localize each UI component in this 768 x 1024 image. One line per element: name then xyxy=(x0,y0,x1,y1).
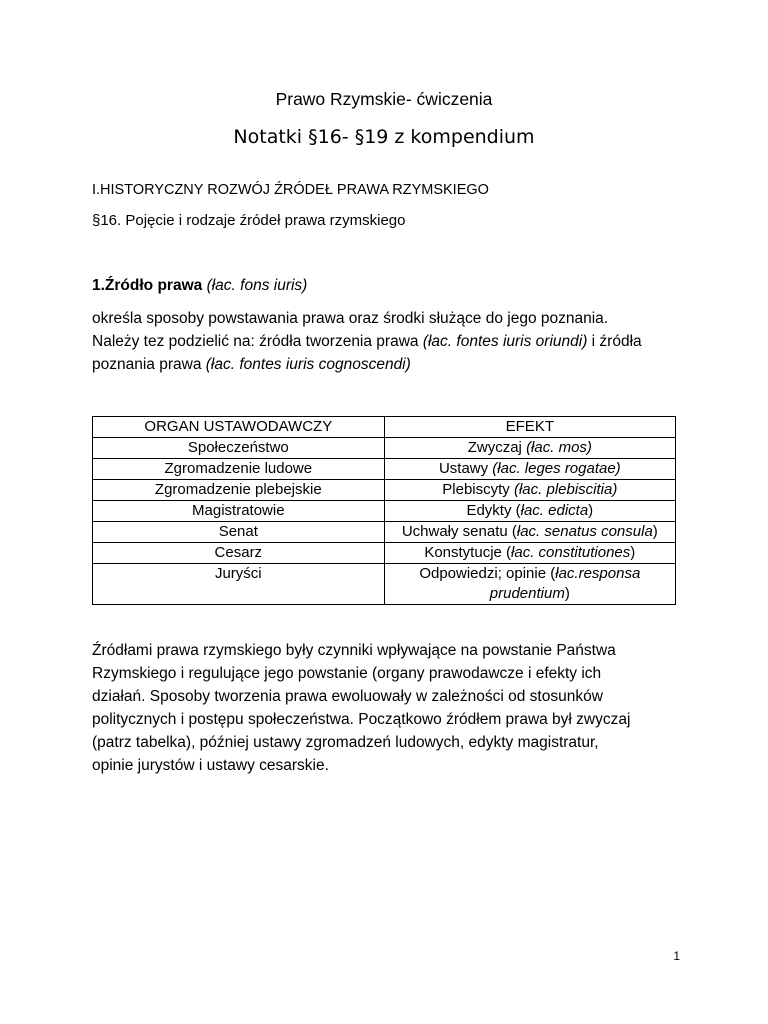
paragraph-line xyxy=(92,353,692,376)
paragraph-line: określa sposoby powstawania prawa oraz środki służące do jego poznania. xyxy=(92,310,609,327)
effect-cell xyxy=(384,543,675,564)
effect-cell xyxy=(384,564,675,605)
effect-latin: (łac. mos) xyxy=(526,439,592,456)
effect-text: Odpowiedzi; opinie ( xyxy=(419,565,556,582)
effect-cell xyxy=(384,501,675,522)
table-row xyxy=(93,438,676,459)
sources-of-law-table xyxy=(92,416,676,605)
effect-latin: (łac. plebiscitia) xyxy=(513,481,618,498)
table-header-row xyxy=(93,417,676,438)
effect-tail: ) xyxy=(564,585,570,602)
table-row xyxy=(93,564,676,605)
text-run: Należy tez podzielić na: źródła tworzenia prawa xyxy=(92,333,423,350)
section-heading: I.HISTORYCZNY ROZWÓJ ŹRÓDEŁ PRAWA RZYMSKIEGO xyxy=(92,182,489,198)
term-latin: (łac. fons iuris) xyxy=(206,277,308,294)
table-row xyxy=(93,459,676,480)
table-row xyxy=(93,543,676,564)
latin-term: (łac. fontes iuris cognoscendi) xyxy=(205,356,411,373)
effect-text: Ustawy xyxy=(438,460,493,477)
effect-tail: ) xyxy=(588,502,594,519)
organ-cell: Senat xyxy=(93,522,385,543)
effect-latin: łac.responsa prudentium xyxy=(489,565,641,602)
effect-cell xyxy=(384,438,675,459)
effect-latin: łac. constitutiones xyxy=(511,544,631,561)
column-header-organ: ORGAN USTAWODAWCZY xyxy=(93,417,385,438)
summary-paragraph xyxy=(92,639,692,777)
effect-cell xyxy=(384,459,675,480)
table-row xyxy=(93,522,676,543)
organ-cell: Zgromadzenie plebejskie xyxy=(93,480,385,501)
paragraph-line: Rzymskiego i regulujące jego powstanie (organy prawodawcze i efekty ich xyxy=(92,665,602,682)
document-subtitle: Notatki §16- §19 z kompendium xyxy=(233,126,535,148)
paragraph-line xyxy=(92,330,692,353)
effect-cell xyxy=(384,480,675,501)
organ-cell: Cesarz xyxy=(93,543,385,564)
paragraph-line: politycznych i postępu społeczeństwa. Początkowo źródłem prawa był zwyczaj xyxy=(92,711,631,728)
table-row xyxy=(93,480,676,501)
effect-cell xyxy=(384,522,675,543)
column-header-effect: EFEKT xyxy=(384,417,675,438)
effect-latin: łac. edicta xyxy=(520,502,589,519)
text-run: i źródła xyxy=(587,333,642,350)
effect-tail: ) xyxy=(652,523,658,540)
organ-cell: Magistratowie xyxy=(93,501,385,522)
effect-latin: (łac. leges rogatae) xyxy=(492,460,621,477)
effect-tail: ) xyxy=(630,544,636,561)
effect-text: Zwyczaj xyxy=(467,439,527,456)
subsection-heading: §16. Pojęcie i rodzaje źródeł prawa rzymskiego xyxy=(92,212,406,229)
effect-latin: łac. senatus consula xyxy=(516,523,653,540)
effect-text: Edykty ( xyxy=(466,502,521,519)
effect-text: Uchwały senatu ( xyxy=(401,523,517,540)
paragraph-line: Źródłami prawa rzymskiego były czynniki wpływające na powstanie Państwa xyxy=(92,642,616,659)
organ-cell: Zgromadzenie ludowe xyxy=(93,459,385,480)
document-title: Prawo Rzymskie- ćwiczenia xyxy=(275,89,493,109)
organ-cell: Juryści xyxy=(93,564,385,605)
paragraph-line: (patrz tabelka), później ustawy zgromadzeń ludowych, edykty magistratur, xyxy=(92,734,599,751)
text-run: poznania prawa xyxy=(92,356,206,373)
effect-text: Konstytucje ( xyxy=(424,544,512,561)
effect-text: Plebiscyty xyxy=(442,481,514,498)
term-definition-heading xyxy=(92,276,307,296)
page-number: 1 xyxy=(673,949,680,963)
organ-cell: Społeczeństwo xyxy=(93,438,385,459)
latin-term: (łac. fontes iuris oriundi) xyxy=(422,333,588,350)
definition-paragraph xyxy=(92,307,692,376)
term-label: 1.Źródło prawa xyxy=(92,277,203,294)
paragraph-line: działań. Sposoby tworzenia prawa ewoluowały w zależności od stosunków xyxy=(92,688,603,705)
paragraph-line: opinie jurystów i ustawy cesarskie. xyxy=(92,757,329,774)
table-row xyxy=(93,501,676,522)
